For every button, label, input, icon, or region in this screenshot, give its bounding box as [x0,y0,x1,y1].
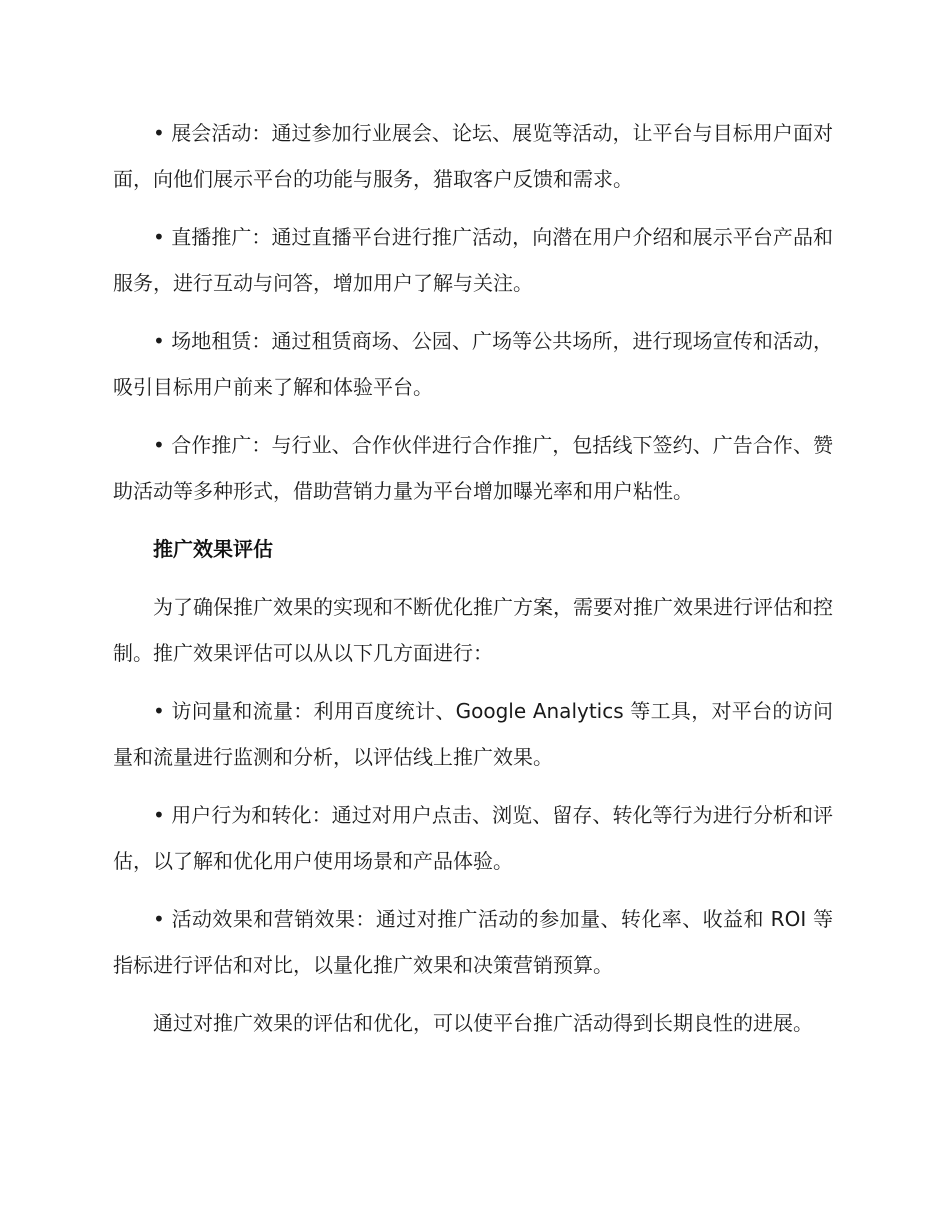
document-content [113,110,833,1058]
body-intro: 为了确保推广效果的实现和不断优化推广方案，需要对推广效果进行评估和控制。推广效果评估可以从以下几方面进行： [113,595,833,665]
section-heading: 推广效果评估 [153,537,273,561]
bullet-traffic: • 访问量和流量：利用百度统计、Google Analytics 等工具，对平台的访问量和流量进行监测和分析，以评估线上推广效果。 [113,699,833,769]
bullet-marketing-effect: • 活动效果和营销效果：通过对推广活动的参加量、转化率、收益和 ROI 等指标进行评估和对比，以量化推广效果和决策营销预算。 [113,907,833,977]
bullet-cooperation: • 合作推广：与行业、合作伙伴进行合作推广，包括线下签约、广告合作、赞助活动等多种形式，借助营销力量为平台增加曝光率和用户粘性。 [113,433,833,503]
body-conclusion: 通过对推广效果的评估和优化，可以使平台推广活动得到长期良性的进展。 [153,1011,813,1035]
bullet-venue-rental: • 场地租赁：通过租赁商场、公园、广场等公共场所，进行现场宣传和活动，吸引目标用户前来了解和体验平台。 [113,329,833,399]
bullet-livestream: • 直播推广：通过直播平台进行推广活动，向潜在用户介绍和展示平台产品和服务，进行互动与问答，增加用户了解与关注。 [113,225,833,295]
bullet-exhibition: • 展会活动：通过参加行业展会、论坛、展览等活动，让平台与目标用户面对面，向他们展示平台的功能与服务，猎取客户反馈和需求。 [113,121,833,191]
bullet-user-behavior: • 用户行为和转化：通过对用户点击、浏览、留存、转化等行为进行分析和评估，以了解和优化用户使用场景和产品体验。 [113,803,833,873]
